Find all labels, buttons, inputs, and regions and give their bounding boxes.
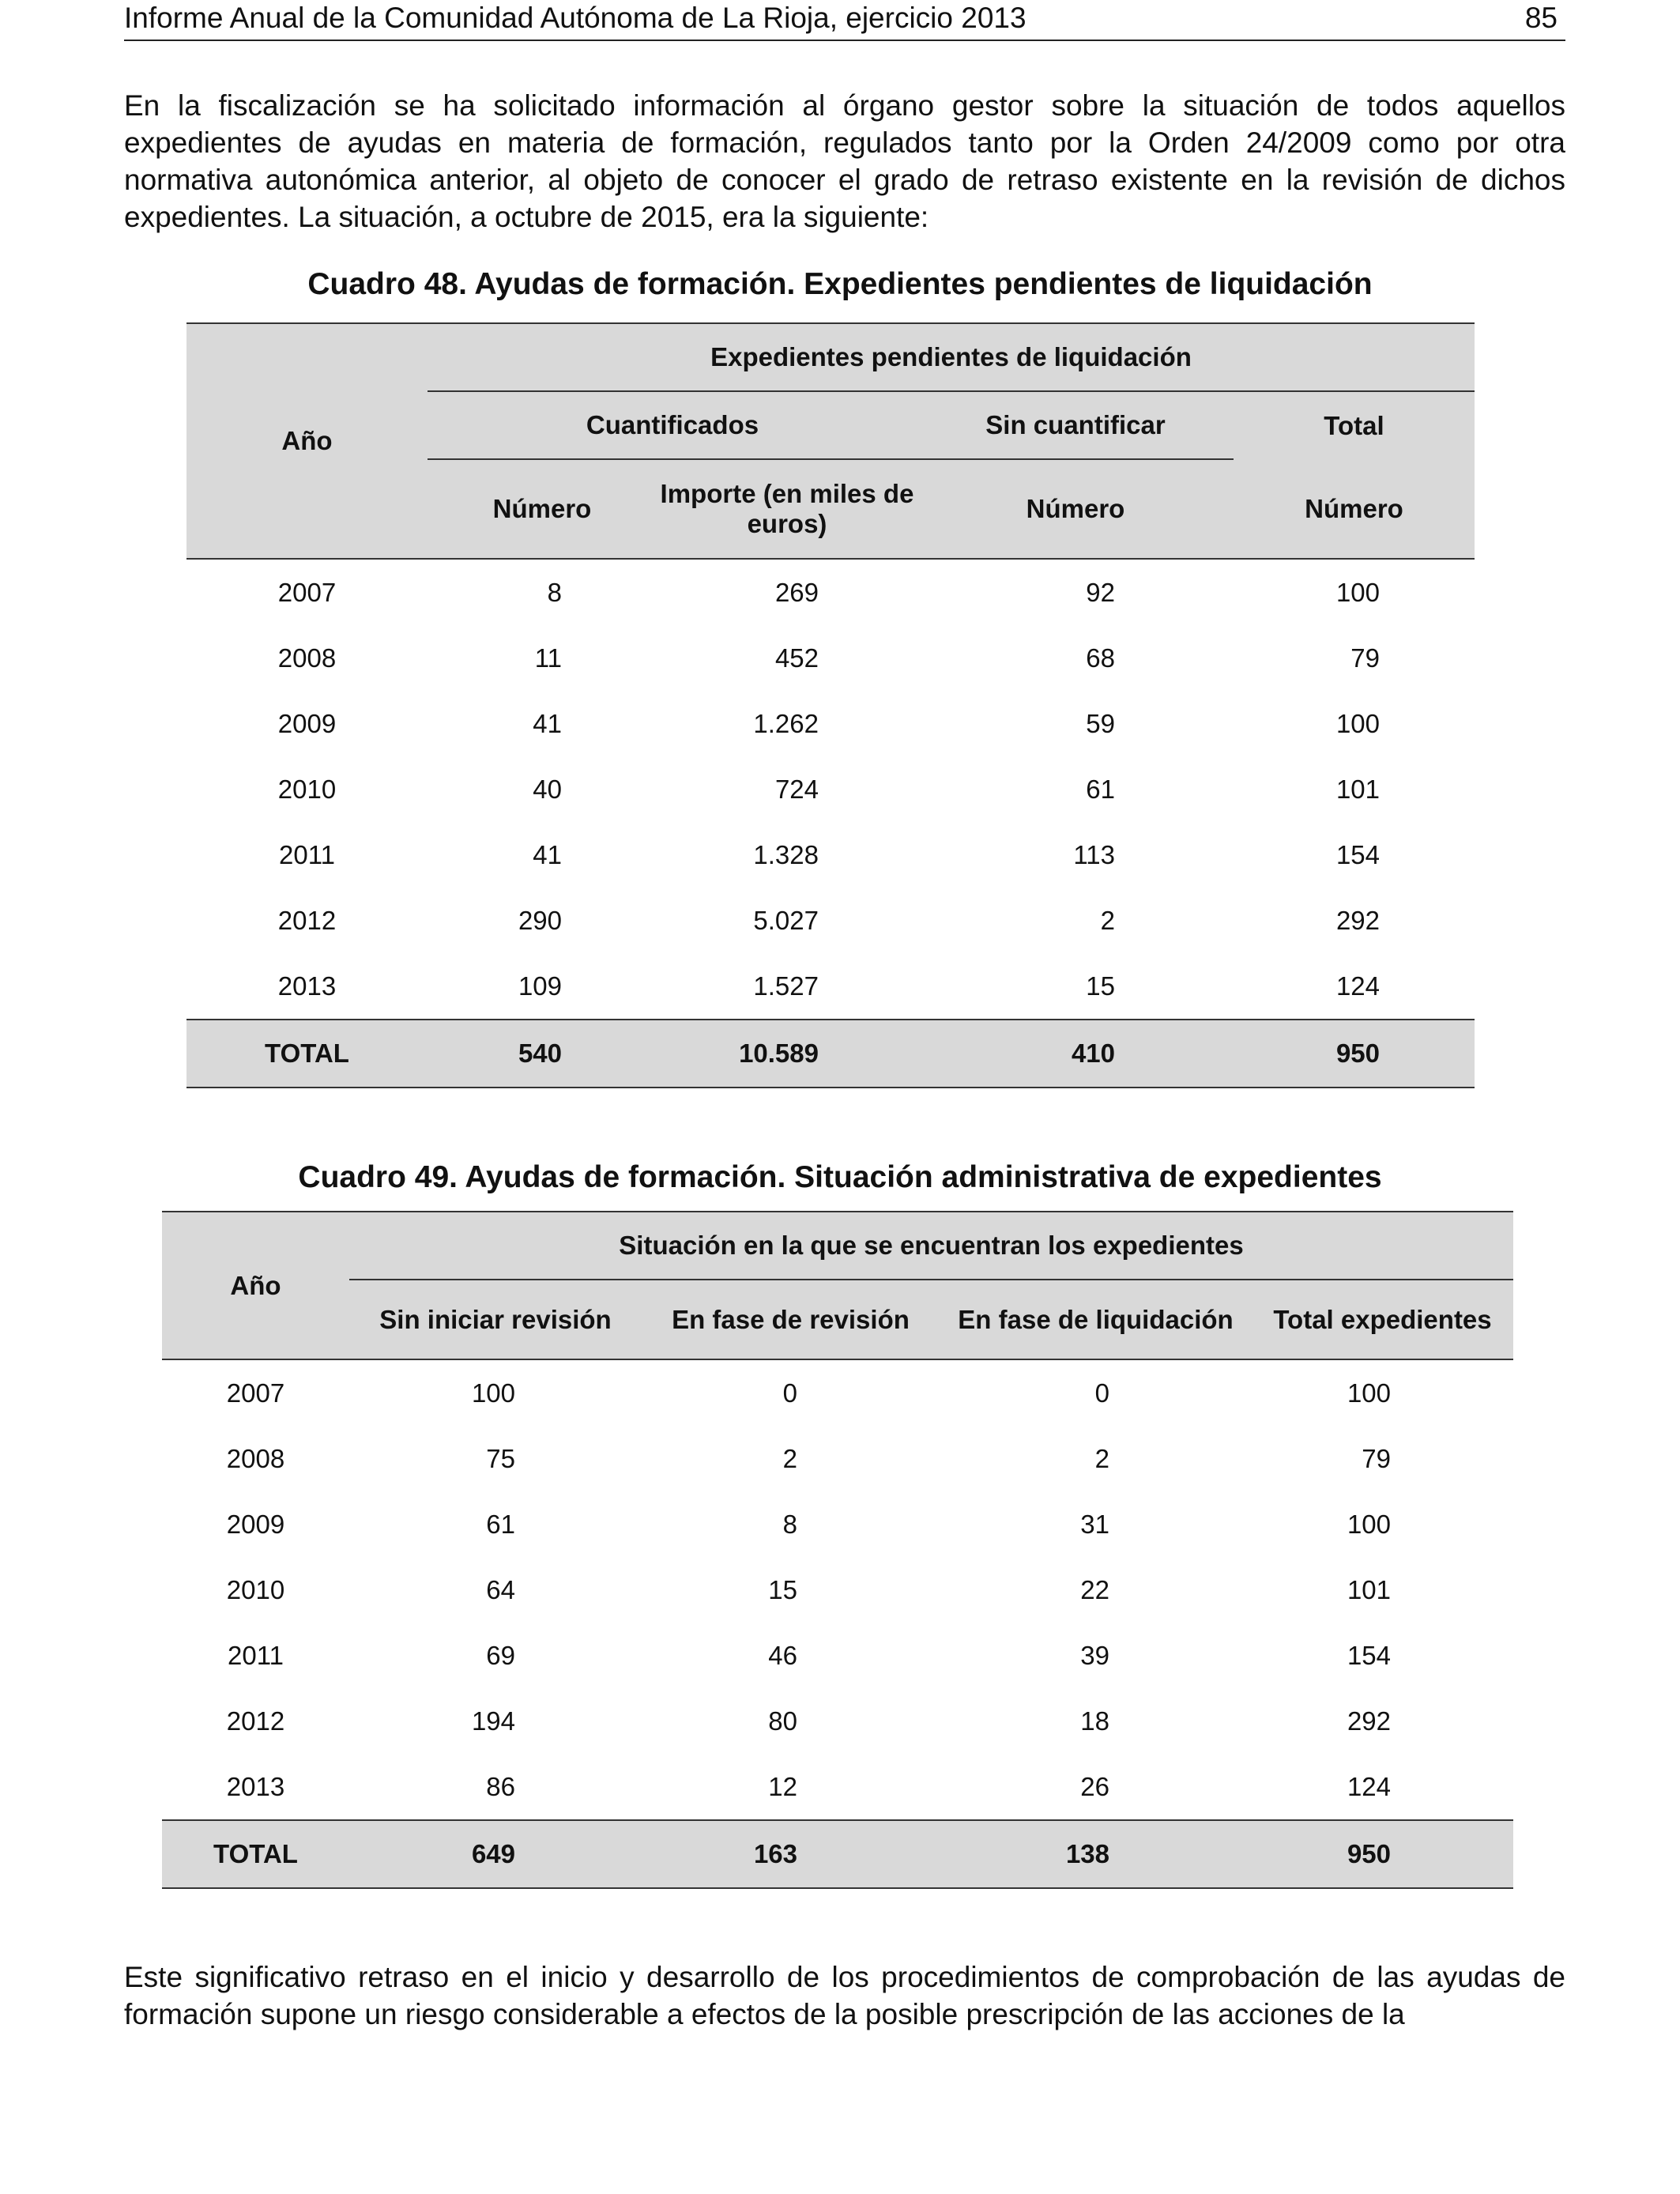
t49-in-settlement: 22 <box>1080 1574 1109 1604</box>
t49-not-started: 64 <box>486 1574 515 1604</box>
t48-year: 2009 <box>277 708 337 738</box>
t49-in-settlement: 18 <box>1080 1706 1109 1736</box>
t49-total: 100 <box>1347 1509 1391 1539</box>
t49-in-review: 8 <box>782 1509 797 1539</box>
t49-header-in-settlement: En fase de liquidación <box>940 1280 1252 1359</box>
t49-year: 2009 <box>226 1509 285 1539</box>
t48-year: 2008 <box>277 643 337 673</box>
t48-unquantified: 15 <box>1086 971 1115 1001</box>
t48-total: 100 <box>1335 577 1380 607</box>
t49-total-in-settlement: 138 <box>940 1820 1252 1888</box>
t48-number: 8 <box>547 577 562 607</box>
table-row <box>186 559 1475 625</box>
t49-in-review: 0 <box>782 1378 797 1408</box>
table-row <box>186 953 1475 1020</box>
t48-year: 2010 <box>277 774 337 804</box>
t49-not-started: 100 <box>471 1378 515 1408</box>
t49-total: 101 <box>1347 1574 1391 1604</box>
t48-year: 2012 <box>277 905 337 935</box>
t49-total: 154 <box>1347 1640 1391 1670</box>
t48-header-number-total: Número <box>1234 459 1475 559</box>
t49-year: 2007 <box>226 1378 285 1408</box>
t49-total-not-started: 649 <box>349 1820 642 1888</box>
t48-unquantified: 113 <box>1073 839 1115 869</box>
page-header <box>124 0 1565 41</box>
t48-number: 11 <box>534 643 562 673</box>
table-row <box>162 1359 1513 1426</box>
t49-total-label: TOTAL <box>162 1820 349 1888</box>
table-row <box>162 1426 1513 1491</box>
table-row <box>186 888 1475 953</box>
t48-total: 154 <box>1335 839 1380 869</box>
t48-amount: 1.328 <box>753 839 819 869</box>
t48-amount: 5.027 <box>753 905 819 935</box>
t48-total-number: 540 <box>428 1020 657 1088</box>
total-row <box>162 1820 1513 1888</box>
closing-paragraph: Este significativo retraso en el inicio y desarrollo de los procedimientos de comprobación de las ayudas de formación supone un riesgo considerable a efectos de la posible prescripción de las acciones de la <box>124 1961 1565 2030</box>
table-row <box>162 1623 1513 1688</box>
t49-total: 124 <box>1347 1771 1391 1801</box>
table-48 <box>186 322 1475 1088</box>
t49-header-in-review: En fase de revisión <box>642 1280 940 1359</box>
t49-in-settlement: 2 <box>1094 1443 1109 1473</box>
intro-paragraph: En la fiscalización se ha solicitado información al órgano gestor sobre la situación de todos aquellos expedientes de ayudas en materia de formación, regulados tanto por la Orden 24/2009 como por otra normativa autonómica anterior, al objeto de conocer el grado de retraso existente en la revisión de dichos expedientes. La situación, a octubre de 2015, era la siguiente: <box>124 89 1565 233</box>
t48-total: 79 <box>1350 643 1380 673</box>
t49-not-started: 69 <box>486 1640 515 1670</box>
table-row <box>186 625 1475 691</box>
t49-in-review: 80 <box>768 1706 797 1736</box>
t48-amount: 452 <box>774 643 819 673</box>
t49-header-group: Situación en la que se encuentran los expedientes <box>349 1212 1513 1280</box>
t49-in-review: 46 <box>768 1640 797 1670</box>
header-title: Informe Anual de la Comunidad Autónoma de La Rioja, ejercicio 2013 <box>124 2 1026 34</box>
table48-caption: Cuadro 48. Ayudas de formación. Expedientes pendientes de liquidación <box>307 267 1373 301</box>
t49-in-settlement: 39 <box>1080 1640 1109 1670</box>
t48-number: 109 <box>518 971 562 1001</box>
t49-header-year: Año <box>162 1212 349 1359</box>
t49-year: 2008 <box>226 1443 285 1473</box>
t48-year: 2011 <box>279 839 335 869</box>
t48-number: 41 <box>533 708 562 738</box>
t49-in-review: 12 <box>768 1771 797 1801</box>
t49-header-not-started: Sin iniciar revisión <box>349 1280 642 1359</box>
t49-in-settlement: 26 <box>1080 1771 1109 1801</box>
t49-not-started: 61 <box>486 1509 515 1539</box>
t48-total-unquantified: 410 <box>917 1020 1234 1088</box>
t49-year: 2011 <box>228 1640 284 1670</box>
t48-total-label: TOTAL <box>186 1020 428 1088</box>
t48-total: 100 <box>1335 708 1380 738</box>
t48-header-year: Año <box>186 323 428 559</box>
t48-header-quantified: Cuantificados <box>428 391 917 459</box>
t48-total: 292 <box>1335 905 1380 935</box>
t48-year: 2013 <box>277 971 337 1001</box>
t48-total-total: 950 <box>1234 1020 1475 1088</box>
table-row <box>162 1491 1513 1557</box>
t49-not-started: 194 <box>471 1706 515 1736</box>
t48-amount: 724 <box>774 774 819 804</box>
t48-unquantified: 92 <box>1086 577 1115 607</box>
t48-header-group: Expedientes pendientes de liquidación <box>428 323 1475 391</box>
table-row <box>186 822 1475 888</box>
t48-header-total: Total <box>1234 391 1475 459</box>
t48-total-amount: 10.589 <box>657 1020 917 1088</box>
t48-header-number-unq: Número <box>917 459 1234 559</box>
t48-unquantified: 68 <box>1086 643 1115 673</box>
t48-amount: 1.527 <box>753 971 819 1001</box>
t49-in-review: 15 <box>768 1574 797 1604</box>
table-row <box>162 1754 1513 1820</box>
table-row <box>186 691 1475 756</box>
t49-year: 2010 <box>226 1574 285 1604</box>
t48-total: 124 <box>1335 971 1380 1001</box>
t48-year: 2007 <box>277 577 337 607</box>
table-row <box>162 1688 1513 1754</box>
t48-number: 41 <box>533 839 562 869</box>
t48-header-amount: Importe (en miles de euros) <box>657 459 917 559</box>
t49-year: 2012 <box>226 1706 285 1736</box>
t49-year: 2013 <box>226 1771 285 1801</box>
t48-total: 101 <box>1335 774 1380 804</box>
total-row <box>186 1020 1475 1088</box>
table-49 <box>162 1211 1513 1889</box>
t48-header-number: Número <box>428 459 657 559</box>
t49-in-settlement: 0 <box>1094 1378 1109 1408</box>
t48-amount: 269 <box>774 577 819 607</box>
t49-in-settlement: 31 <box>1080 1509 1109 1539</box>
table-row <box>186 756 1475 822</box>
table49-caption: Cuadro 49. Ayudas de formación. Situación administrativa de expedientes <box>298 1160 1382 1194</box>
t48-header-unquantified: Sin cuantificar <box>917 391 1234 459</box>
t49-not-started: 75 <box>486 1443 515 1473</box>
t48-amount: 1.262 <box>753 708 819 738</box>
t49-total: 79 <box>1362 1443 1391 1473</box>
page-number: 85 <box>1524 2 1558 34</box>
t48-number: 290 <box>518 905 562 935</box>
t48-unquantified: 59 <box>1086 708 1115 738</box>
table-row <box>162 1557 1513 1623</box>
t49-total: 292 <box>1347 1706 1391 1736</box>
t49-in-review: 2 <box>782 1443 797 1473</box>
t49-total-total: 950 <box>1252 1820 1513 1888</box>
t49-not-started: 86 <box>486 1771 515 1801</box>
t49-total: 100 <box>1347 1378 1391 1408</box>
t48-unquantified: 2 <box>1100 905 1115 935</box>
t49-header-total: Total expedientes <box>1252 1280 1513 1359</box>
t49-total-in-review: 163 <box>642 1820 940 1888</box>
t48-unquantified: 61 <box>1086 774 1115 804</box>
t48-number: 40 <box>533 774 562 804</box>
